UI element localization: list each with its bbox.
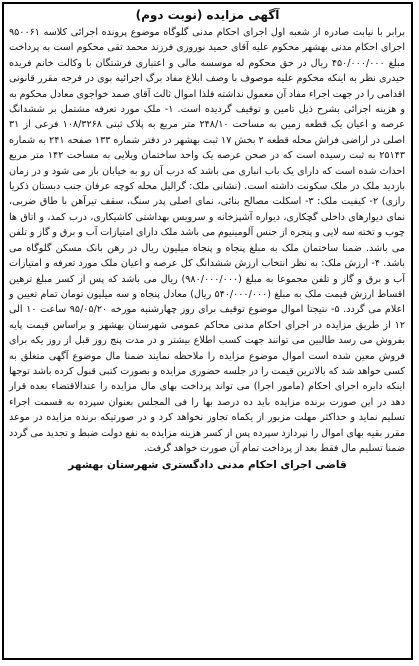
notice-signature: قاضی اجرای احکام مدنی دادگستری شهرستان بهشهر <box>68 459 347 472</box>
auction-notice <box>2 2 413 660</box>
notice-title: آگهی مزایده (نوبت دوم) <box>135 8 280 22</box>
notice-body: برابر با نیابت صادره از شعبه اول اجرای احکام مدنی گلوگاه موضوع پرونده اجرائی کلاسه ۹۵۰۰۶۱ اجرای احکام مدنی بهشهر محکوم علیه آقای حمید نوروزی فرزند محمد تقی محکوم است به پرداخت مبلغ ۴۵۰/۰۰۰/۰۰۰ ریال در حق محکوم له موسسه مالی و اعتباری فرشتگان با وکالت خانم فریده حیدری نظر به اینکه محکوم علیه موصوف با وصف ابلاغ مفاد برگ اجرائیه بوی در فرجه مقرر قانونی اقدامی را در جهت اجراء مفاد آن معمول نداشته فلذا اموال ثالث آقای صمد خواجوی معادل محکوم به و هزینه اجرائی بشرح ذیل تامین و توقیف گردیده است. ۱- ملک مورد تعرفه مشتمل بر ششدانگ عرصه و اعیان یک قطعه زمین به مساحت ۲۴۸/۱۰ متر مربع به پلاک ثبتی ۱۰۸/۳۲۶۸ فرعی از ۳۱ اصلی در اراضی فراش محله قطعه ۲ بخش ۱۷ ثبت بهشهر در دفتر شماره ۱۳۳ صفحه ۲۴۱ به شماره ۲۵۱۴۳ به ثبت رسیده است که در صحن عرصه یک واحد ساختمان ویلایی به مساحت ۱۴۲ متر مربع احداث شده است که دارای یک باب انباری می باشد که درب آن رو به خیابان باز می شود و در زمان بازدید ملک در ملک سکونت داشته است. (نشانی ملک: گرالیل محله کوچه عرفان جنب دبستان ذکریا رازی) ۲- کیفیت ملک: ۳- اسکلت مصالح بنائی، نمای اصلی پدر سنگ، سقف تیرآهن با طاق ضربی، نمای دیوارهای داخلی گچکاری، دیواره آشپزخانه و سرویس بهداشتی کاشیکاری، درب کمد، و اتاق ها چوب و تخته سه لایی و پنجره از جنس آلومینیوم می باشد ملک دارای امتیازات آب و برق و گاز و تلفن می باشد. ضمنا ساختمان ملک به مبلغ پنجاه و پنجاه میلیون ریال در رهن بانک مسکن گلوگاه می باشد. ۴- ارزش ملک: به نظر انتخاب ارزش ششدانگ کل عرصه و اعیان ملک مورد تعرفه و امتیازات آب و برق و گاز و تلفن مجموعا به مبلغ (۹۸۰/۰۰۰/۰۰۰) ریال می باشد که پس از کسر مبلغ ترهین اقساط ارزش قیمت ملک به مبلغ (۵۴۰/۰۰۰/۰۰۰ ریال) معادل پنجاه و سه میلیون تومان تمام تعیین و اعلام می گردد. ۵- نتیجتا اموال موضوع توقیف برای روز چهارشنبه مورخه ۹۵/۰۵/۲۰ ساعت ۱۰ الی ۱۲ از طریق مزایده در اجرای احکام مدنی محاکم عمومی شهرستان بهشهر و براساس قیمت پایه بفروش می رسد طالبین می توانند جهت کسب اطلاع بیشتر و در مدت پنج روز قبل از روز یکه برای فروش معین شده است اموال موضوع مزایده را ملاحظه نمایند ضمنا مال موضوع آگهی متعلق به کسی خواهد شد که بالاترین قیمت را در جلسه حضوری مزایده و بصورت کتبی قبول کرده باشد توجها اینکه دایره اجرای احکام (مامور اجرا) می تواند پرداخت بهای مال مزایده را عندالاقتضاء بعده قرار دهد در این صورت برنده مزایده باید ده درصد بها را فی المجلس بعنوان سپرده به قسمت اجراء تسلیم نماید و حداکثر مهلت مزبور از یکماه تجاوز نخواهد کرد و در صورتیکه برنده مزایده در موعد مقرر بقیه بهای اموال را نپردازد سپرده پس از کسر هزینه مزایده به نفع دولت ضبط و تجدید می گردد ضمنا تسلیم مال فقط بعد از پرداخت تمام آن صورت خواهد گرفت. <box>9 27 406 454</box>
